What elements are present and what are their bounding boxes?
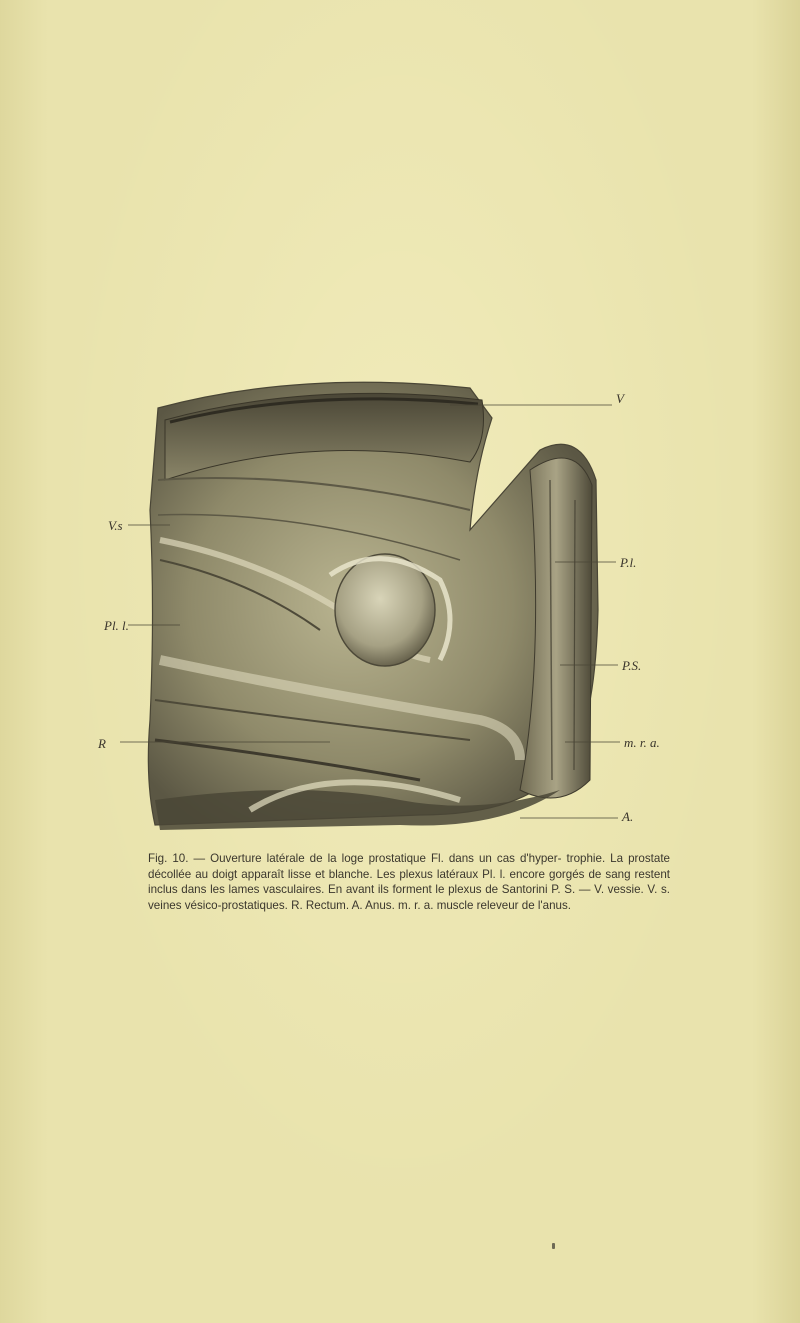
label-muscle-releveur: m. r. a.	[624, 735, 660, 750]
label-plexus-santorini: P.S.	[622, 658, 642, 673]
paper-smudge	[552, 1243, 555, 1249]
label-loge-prostatique: P.l.	[620, 555, 637, 570]
anatomical-figure	[0, 360, 800, 840]
prostate-dissection-illustration	[0, 360, 800, 840]
figure-caption	[148, 851, 670, 913]
label-vessie: V	[616, 391, 624, 406]
label-anus: A.	[622, 809, 634, 824]
label-veines-vesico-prostatiques: V.s	[108, 518, 123, 533]
label-plexus-lateraux: Pl. l.	[104, 618, 129, 633]
caption-line-5: vésico-prostatiques. R. Rectum. A. Anus. m. r. a. muscle releveur de l'anus.	[184, 898, 572, 912]
caption-line-3: latéraux Pl. l. encore gorgés de sang restent inclus dans les lames vasculaires.	[148, 867, 671, 897]
caption-line-2: trophie. La prostate décollée au doigt apparaît lisse et blanche. Les plexus	[148, 852, 670, 881]
label-rectum: R	[98, 736, 106, 751]
caption-line-1: Fig. 10. — Ouverture latérale de la loge prostatique Fl. dans un cas d'hyper-	[148, 852, 562, 865]
caption-line-4: En avant ils forment le plexus de Santorini P. S. — V. vessie. V. s. veines	[148, 883, 670, 912]
